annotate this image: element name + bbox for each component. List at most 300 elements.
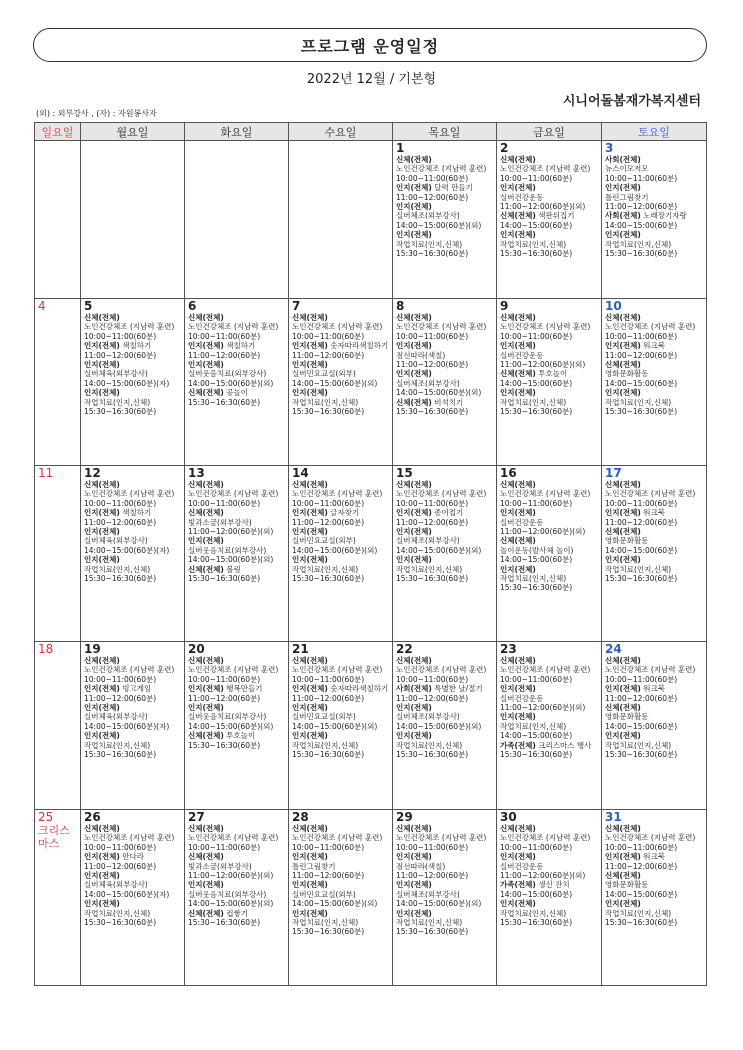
program-line — [396, 518, 493, 527]
program-line — [500, 918, 598, 927]
program-text: 15:30~16:30(60분) — [84, 407, 157, 417]
weekday-header: 화요일 — [185, 123, 289, 141]
program-line — [500, 684, 598, 693]
program-line — [292, 574, 389, 583]
program-text: 14:00~15:00(60분)(외) — [292, 721, 378, 731]
program-category: 인지(전체) — [84, 388, 120, 398]
program-category: 사회(전체) — [605, 155, 641, 164]
program-line — [605, 379, 703, 388]
program-text: 실버민요교실(외부) — [292, 369, 356, 379]
program-line — [292, 565, 389, 574]
program-text: 14:00~15:00(60분)(자) — [84, 721, 170, 731]
program-category: 가족(전체) — [500, 880, 536, 890]
program-line — [292, 684, 389, 693]
program-category: 인지(전체) — [396, 341, 432, 351]
program-text: 14:00~15:00(60분) — [500, 378, 573, 388]
program-line — [500, 240, 598, 249]
calendar-day-cell — [185, 466, 289, 642]
program-line — [188, 890, 285, 899]
program-category: 신체(전체) — [188, 564, 224, 574]
program-text: 10:00~11:00(60분) — [500, 842, 573, 852]
program-category: 신체(전체) — [500, 313, 536, 322]
program-category: 인지(전체) — [500, 388, 536, 398]
program-text: 노인건강체조 (지남력 훈련) — [396, 322, 487, 332]
program-category: 인지(전체) — [84, 555, 120, 565]
program-line — [188, 918, 285, 927]
program-text: 14:00~15:00(60분)(자) — [84, 378, 170, 388]
program-line — [396, 369, 493, 378]
program-text: 10:00~11:00(60분) — [500, 173, 573, 183]
weekday-header: 금요일 — [497, 123, 602, 141]
program-line — [500, 656, 598, 665]
program-category: 신체(전체) — [605, 360, 641, 370]
day-number: 15 — [396, 466, 413, 480]
program-category: 신체(전체) — [605, 313, 641, 322]
program-line — [84, 388, 181, 397]
program-text: 14:00~15:00(60분) — [605, 220, 678, 230]
program-line — [396, 843, 493, 852]
program-category: 신체(전체) — [605, 824, 641, 833]
program-line — [500, 155, 598, 164]
calendar-day-cell — [393, 642, 497, 810]
program-line — [605, 909, 703, 918]
calendar-day-cell — [497, 466, 602, 642]
program-line — [396, 927, 493, 936]
program-text: 14:00~15:00(60분)(외) — [396, 545, 482, 555]
program-category: 인지(전체) — [500, 684, 536, 694]
program-category: 신체(전체) — [84, 313, 120, 322]
program-text: 노인건강체조 (지남력 훈련) — [84, 665, 175, 675]
calendar-day-cell — [35, 299, 81, 466]
calendar-table — [34, 122, 707, 986]
program-text: 노인건강체조 (지남력 훈련) — [500, 322, 591, 332]
program-text: 11:00~12:00(60분) — [188, 693, 261, 703]
day-number: 6 — [188, 299, 197, 313]
weekday-header: 수요일 — [289, 123, 393, 141]
program-category: 인지(전체) — [84, 508, 120, 518]
program-text: 실버건강운동 — [500, 861, 544, 871]
program-line — [605, 164, 703, 173]
program-text: 실버체육(외부강사) — [84, 880, 148, 890]
program-line — [500, 890, 598, 899]
program-line — [500, 508, 598, 517]
program-text: 노인건강체조 (지남력 훈련) — [84, 322, 175, 332]
program-category: 신체(전체) — [500, 211, 536, 221]
program-text: 10:00~11:00(60분) — [500, 331, 573, 341]
program-text: 투호놀이 — [223, 731, 256, 741]
program-line — [188, 684, 285, 693]
program-line — [500, 852, 598, 861]
program-line — [84, 890, 181, 899]
calendar-day-cell — [185, 810, 289, 986]
program-text: 10:00~11:00(60분) — [396, 173, 469, 183]
program-category: 인지(전체) — [84, 684, 120, 694]
program-text: 11:00~12:00(60분)(외) — [500, 202, 586, 212]
program-text: 14:00~15:00(60분)(외) — [396, 220, 482, 230]
program-text: 15:30~16:30(60분) — [292, 927, 365, 937]
program-category: 신체(전체) — [605, 527, 641, 537]
program-text: 11:00~12:00(60분) — [605, 693, 678, 703]
program-line — [396, 322, 493, 331]
calendar-day-cell — [602, 466, 707, 642]
program-text: 10:00~11:00(60분) — [292, 842, 365, 852]
day-number: 16 — [500, 466, 517, 480]
program-line — [292, 351, 389, 360]
day-number: 9 — [500, 299, 509, 313]
program-line — [396, 694, 493, 703]
program-text: 작업치료(인지,신체) — [84, 740, 151, 750]
program-text: 15:30~16:30(60분) — [188, 574, 261, 584]
program-category: 인지(전체) — [84, 527, 120, 537]
program-line — [84, 880, 181, 889]
program-line — [500, 211, 598, 220]
program-line — [396, 211, 493, 220]
program-category: 인지(전체) — [292, 880, 328, 890]
calendar-week-row — [35, 642, 707, 810]
program-text: 글자찾기 — [327, 508, 360, 518]
program-text: 14:00~15:00(60분)(외) — [396, 721, 482, 731]
program-text: 노인건강체조 (지남력 훈련) — [188, 833, 279, 843]
program-text: 10:00~11:00(60분) — [188, 498, 261, 508]
day-number: 17 — [605, 466, 622, 480]
program-text: 11:00~12:00(60분) — [605, 202, 678, 212]
program-line — [605, 843, 703, 852]
program-line — [605, 899, 703, 908]
program-text: 14:00~15:00(60분) — [605, 721, 678, 731]
program-line — [605, 322, 703, 331]
day-number: 30 — [500, 810, 517, 824]
program-text: 10:00~11:00(60분) — [188, 331, 261, 341]
weekday-header: 월요일 — [81, 123, 185, 141]
program-line — [396, 341, 493, 350]
program-text: 작업치료(인지,신체) — [292, 918, 359, 928]
program-line — [188, 499, 285, 508]
program-line — [396, 824, 493, 833]
program-text: 영화문화활동 — [605, 369, 649, 379]
program-line — [292, 499, 389, 508]
program-text: 실버체육(외부강사) — [84, 536, 148, 546]
day-number: 28 — [292, 810, 309, 824]
program-line — [292, 656, 389, 665]
program-text: 14:00~15:00(60분)(자) — [84, 545, 170, 555]
calendar-day-cell — [35, 466, 81, 642]
program-line — [292, 341, 389, 350]
program-line — [500, 369, 598, 378]
program-category: 인지(전체) — [500, 712, 536, 722]
program-text: 14:00~15:00(60분)(외) — [188, 555, 274, 565]
program-line — [84, 675, 181, 684]
program-text: 10:00~11:00(60분) — [500, 498, 573, 508]
program-line — [500, 565, 598, 574]
program-text: 작업치료(인지,신체) — [292, 740, 359, 750]
program-line — [396, 388, 493, 397]
program-line — [292, 824, 389, 833]
program-text: 15:30~16:30(60분) — [188, 740, 261, 750]
program-category: 인지(전체) — [500, 230, 536, 240]
program-line — [605, 155, 703, 164]
program-line — [500, 398, 598, 407]
program-category: 인지(전체) — [188, 703, 224, 713]
program-text: 작업치료(인지,신체) — [605, 239, 672, 249]
program-line — [292, 927, 389, 936]
program-line — [500, 379, 598, 388]
day-number: 5 — [84, 299, 93, 313]
holiday-label: 크리스마스 — [38, 824, 70, 850]
weekday-header: 토요일 — [602, 123, 707, 141]
program-text: 14:00~15:00(60분)(외) — [188, 899, 274, 909]
calendar-day-cell — [393, 810, 497, 986]
program-category: 인지(전체) — [605, 852, 641, 862]
program-line — [605, 656, 703, 665]
program-text: 워크북 — [640, 341, 665, 351]
program-line — [188, 862, 285, 871]
program-text: 15:30~16:30(60분) — [396, 927, 469, 937]
program-line — [605, 852, 703, 861]
program-line — [500, 174, 598, 183]
program-category: 인지(전체) — [188, 341, 224, 351]
program-category: 인지(전체) — [396, 908, 432, 918]
program-line — [396, 731, 493, 740]
program-category: 인지(전체) — [84, 852, 120, 862]
program-line — [188, 656, 285, 665]
program-text: 11:00~12:00(60분)(외) — [500, 527, 586, 537]
program-category: 인지(전체) — [605, 230, 641, 240]
program-line — [84, 322, 181, 331]
program-line — [500, 499, 598, 508]
program-category: 신체(전체) — [292, 480, 328, 489]
program-text: 14:00~15:00(60분) — [605, 545, 678, 555]
program-text: 노인건강체조 (지남력 훈련) — [500, 833, 591, 843]
program-text: 영화문화활동 — [605, 712, 649, 722]
program-text: 11:00~12:00(60분) — [292, 517, 365, 527]
program-text: 작업치료(인지,신체) — [396, 239, 463, 249]
calendar-week-row — [35, 466, 707, 642]
program-text: 노인건강체조 (지남력 훈련) — [500, 164, 591, 174]
program-line — [292, 909, 389, 918]
program-text: 15:30~16:30(60분) — [500, 407, 573, 417]
program-line — [188, 852, 285, 861]
program-line — [605, 722, 703, 731]
program-line — [188, 313, 285, 322]
program-line — [605, 574, 703, 583]
program-text: 10:00~11:00(60분) — [84, 842, 157, 852]
program-text: 비석치기 — [431, 397, 464, 407]
program-text: 노인건강체조 (지남력 훈련) — [84, 489, 175, 499]
program-line — [188, 565, 285, 574]
calendar-day-cell — [497, 141, 602, 299]
program-line — [605, 332, 703, 341]
program-category: 신체(전체) — [500, 480, 536, 489]
program-line — [292, 694, 389, 703]
program-text: 실버체조(외부강사) — [396, 536, 460, 546]
program-text: 14:00~15:00(60분)(외) — [188, 721, 274, 731]
program-line — [605, 665, 703, 674]
program-line — [292, 313, 389, 322]
calendar-day-cell — [393, 141, 497, 299]
program-line — [396, 155, 493, 164]
program-line — [500, 546, 598, 555]
calendar-day-cell — [602, 299, 707, 466]
program-line — [605, 480, 703, 489]
program-line — [500, 833, 598, 842]
program-text: 작업치료(인지,신체) — [396, 918, 463, 928]
program-line — [605, 369, 703, 378]
program-text: 노인건강체조 (지남력 훈련) — [396, 665, 487, 675]
day-number: 8 — [396, 299, 405, 313]
program-text: 달력 만들기 — [431, 183, 473, 193]
program-line — [396, 909, 493, 918]
program-line — [500, 164, 598, 173]
program-text: 11:00~12:00(60분)(외) — [188, 527, 274, 537]
program-line — [84, 379, 181, 388]
program-line — [84, 722, 181, 731]
program-line — [292, 731, 389, 740]
program-text: 14:00~15:00(60분)(외) — [292, 378, 378, 388]
program-category: 인지(전체) — [605, 555, 641, 565]
program-category: 신체(전체) — [396, 397, 432, 407]
program-category: 인지(전체) — [292, 360, 328, 370]
program-line — [292, 332, 389, 341]
program-text: 색칠하기 — [119, 341, 152, 351]
program-text: 10:00~11:00(60분) — [605, 842, 678, 852]
program-text: 실버체육(외부강사) — [84, 712, 148, 722]
program-line — [605, 489, 703, 498]
program-text: 11:00~12:00(60분) — [84, 861, 157, 871]
program-text: 특별한 날/절기 — [431, 684, 483, 694]
program-text: 11:00~12:00(60분) — [605, 861, 678, 871]
program-line — [84, 555, 181, 564]
program-category: 인지(전체) — [396, 202, 432, 212]
program-line — [292, 665, 389, 674]
program-category: 인지(전체) — [396, 527, 432, 537]
program-category: 인지(전체) — [292, 731, 328, 741]
program-line — [188, 574, 285, 583]
program-text: 15:30~16:30(60분) — [188, 918, 261, 928]
program-line — [188, 388, 285, 397]
program-category: 신체(전체) — [396, 313, 432, 322]
program-text: 만다라 — [119, 852, 144, 862]
page-title: 프로그램 운영일정 — [33, 28, 707, 62]
program-category: 인지(전체) — [292, 527, 328, 537]
weekday-header: 일요일 — [35, 123, 81, 141]
program-line — [188, 843, 285, 852]
program-line — [84, 909, 181, 918]
program-text: 숫자따라색칠하기 — [327, 341, 389, 351]
program-text: 11:00~12:00(60분) — [396, 693, 469, 703]
program-text: 11:00~12:00(60분) — [292, 350, 365, 360]
program-category: 신체(전체) — [292, 656, 328, 665]
program-text: 노인건강체조 (지남력 훈련) — [500, 489, 591, 499]
program-line — [292, 675, 389, 684]
program-text: 15:30~16:30(60분) — [605, 918, 678, 928]
program-category: 인지(전체) — [292, 852, 328, 862]
program-text: 14:00~15:00(60분) — [500, 220, 573, 230]
program-line — [84, 565, 181, 574]
program-line — [605, 230, 703, 239]
program-text: 실버웃음치료(외부강사) — [188, 369, 267, 379]
program-category: 신체(전체) — [396, 480, 432, 489]
program-category: 인지(전체) — [84, 731, 120, 741]
day-number: 13 — [188, 466, 205, 480]
program-text: 11:00~12:00(60분) — [84, 350, 157, 360]
day-number: 23 — [500, 642, 517, 656]
program-category: 인지(전체) — [84, 341, 120, 351]
program-text: 작업치료(인지,신체) — [605, 564, 672, 574]
program-line — [500, 332, 598, 341]
program-category: 인지(전체) — [292, 341, 328, 351]
program-line — [500, 193, 598, 202]
program-line — [396, 852, 493, 861]
program-line — [500, 407, 598, 416]
program-text: 작업치료(인지,신체) — [500, 397, 567, 407]
program-text: 11:00~12:00(60분) — [605, 517, 678, 527]
calendar-day-cell — [289, 299, 393, 466]
program-category: 신체(전체) — [500, 369, 536, 379]
program-category: 인지(전체) — [292, 388, 328, 398]
program-line — [605, 193, 703, 202]
program-line — [396, 684, 493, 693]
program-category: 인지(전체) — [605, 684, 641, 694]
program-line — [188, 536, 285, 545]
program-text: 노인건강체조 (지남력 훈련) — [292, 833, 383, 843]
program-text: 영화문화활동 — [605, 880, 649, 890]
program-line — [84, 694, 181, 703]
day-number: 4 — [38, 299, 46, 313]
program-line — [188, 712, 285, 721]
program-category: 인지(전체) — [500, 899, 536, 909]
program-line — [84, 918, 181, 927]
day-number: 24 — [605, 642, 622, 656]
program-category: 신체(전체) — [500, 656, 536, 665]
program-text: 14:00~15:00(60분)(외) — [292, 545, 378, 555]
program-category: 신체(전체) — [292, 313, 328, 322]
day-number: 25 — [38, 810, 54, 824]
program-line — [292, 750, 389, 759]
program-line — [605, 555, 703, 564]
program-category: 신체(전체) — [605, 703, 641, 713]
program-line — [188, 731, 285, 740]
program-text: 14:00~15:00(60분) — [605, 889, 678, 899]
program-line — [84, 341, 181, 350]
program-text: 10:00~11:00(60분) — [396, 331, 469, 341]
program-line — [292, 508, 389, 517]
program-text: 빛과소금(외부강사) — [188, 861, 252, 871]
program-category: 신체(전체) — [396, 656, 432, 665]
program-category: 인지(전체) — [396, 555, 432, 565]
program-line — [84, 369, 181, 378]
program-category: 신체(전체) — [500, 536, 536, 546]
program-category: 인지(전체) — [605, 183, 641, 193]
program-category: 인지(전체) — [500, 183, 536, 193]
program-category: 신체(전체) — [500, 824, 536, 833]
program-line — [188, 694, 285, 703]
program-text: 작업치료(인지,신체) — [396, 564, 463, 574]
program-category: 인지(전체) — [188, 684, 224, 694]
program-line — [396, 712, 493, 721]
calendar-day-cell — [289, 141, 393, 299]
program-text: 10:00~11:00(60분) — [396, 674, 469, 684]
program-text: 11:00~12:00(60분) — [605, 350, 678, 360]
program-text: 14:00~15:00(60분) — [500, 555, 573, 565]
program-line — [500, 712, 598, 721]
program-line — [500, 750, 598, 759]
program-text: 실버민요교실(외부) — [292, 536, 356, 546]
program-text: 실버민요교실(외부) — [292, 889, 356, 899]
program-text: 노인건강체조 (지남력 훈련) — [500, 665, 591, 675]
program-category: 인지(전체) — [188, 880, 224, 890]
program-text: 색칠하기 — [119, 508, 152, 518]
program-line — [500, 230, 598, 239]
